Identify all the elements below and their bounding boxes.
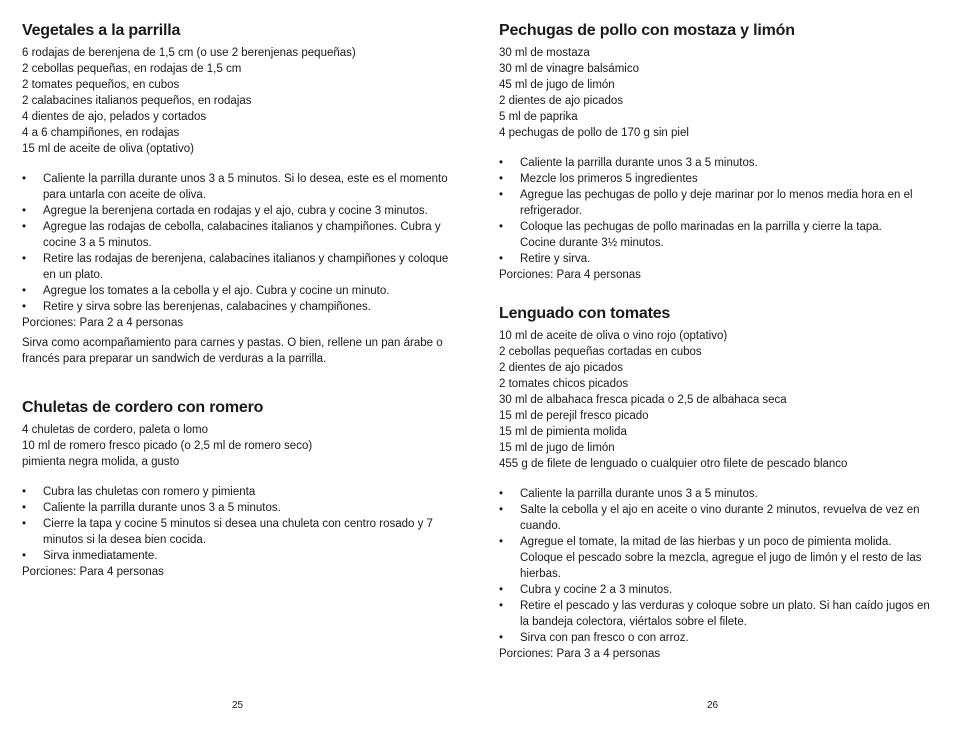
ingredient-item: 2 calabacines italianos pequeños, en rodajas [22, 95, 252, 107]
recipe-pechugas [499, 21, 939, 283]
recipe-lenguado [499, 304, 939, 662]
bullet: • [22, 550, 27, 562]
left-page [22, 0, 462, 738]
bullet: • [22, 486, 27, 498]
ingredient-item: 4 chuletas de cordero, paleta o lomo [22, 424, 209, 436]
step-item [22, 203, 452, 219]
step-item [22, 251, 452, 283]
portions-text: Porciones: Para 4 personas [22, 566, 164, 578]
step-text: Agregue el tomate, la mitad de las hierbas y un poco de pimienta molida. Coloque el pescado sobre la mezcla, agregue el jugo de limón y el resto de las hierbas. [520, 536, 922, 580]
step-item [499, 598, 934, 630]
ingredient-item: 5 ml de paprika [499, 111, 578, 123]
page-number: 26 [707, 700, 719, 711]
ingredient-list [22, 45, 462, 157]
bullet: • [22, 253, 27, 265]
bullet: • [22, 221, 27, 233]
step-text: Mezcle los primeros 5 ingredientes [520, 173, 698, 185]
bullet: • [499, 632, 504, 644]
step-item [22, 516, 452, 548]
step-list [499, 155, 914, 267]
ingredient-item: 4 dientes de ajo, pelados y cortados [22, 111, 207, 123]
ingredient-item: 30 ml de mostaza [499, 47, 590, 59]
step-text: Caliente la parrilla durante unos 3 a 5 minutos. [520, 488, 758, 500]
ingredient-item: 15 ml de jugo de limón [499, 442, 615, 454]
ingredient-list [22, 422, 462, 470]
ingredient-item: 455 g de filete de lenguado o cualquier otro filete de pescado blanco [499, 458, 848, 470]
ingredient-item: 2 cebollas pequeñas cortadas en cubos [499, 346, 702, 358]
step-text: Retire el pescado y las verduras y coloque sobre un plato. Si han caído jugos en la bandeja colectora, viértalos sobre el filete. [520, 600, 930, 628]
ingredient-item: 30 ml de albahaca fresca picada o 2,5 de albahaca seca [499, 394, 787, 406]
step-item [499, 630, 934, 646]
step-item [499, 534, 934, 582]
step-list [499, 486, 934, 646]
ingredient-item: 2 tomates chicos picados [499, 378, 629, 390]
step-item [22, 500, 452, 516]
ingredient-item: 30 ml de vinagre balsámico [499, 63, 639, 75]
step-text: Salte la cebolla y el ajo en aceite o vino durante 2 minutos, revuelva de vez en cuando. [520, 504, 920, 532]
step-text: Sirva inmediatamente. [43, 550, 158, 562]
bullet: • [499, 584, 504, 596]
step-text: Sirva con pan fresco o con arroz. [520, 632, 689, 644]
ingredient-item: 2 dientes de ajo picados [499, 362, 624, 374]
bullet: • [499, 504, 504, 516]
ingredient-item: 2 dientes de ajo picados [499, 95, 624, 107]
ingredient-item: 4 a 6 champiñones, en rodajas [22, 127, 180, 139]
step-item [499, 171, 914, 187]
ingredient-item: 2 tomates pequeños, en cubos [22, 79, 180, 91]
bullet: • [499, 488, 504, 500]
step-text: Cierre la tapa y cocine 5 minutos si desea una chuleta con centro rosado y 7 minutos si la desea bien cocida. [43, 518, 433, 546]
step-item [499, 155, 914, 171]
step-text: Agregue las pechugas de pollo y deje marinar por lo menos media hora en el refrigerador. [520, 189, 913, 217]
ingredient-item: 45 ml de jugo de limón [499, 79, 615, 91]
step-text: Caliente la parrilla durante unos 3 a 5 minutos. [43, 502, 281, 514]
serving-note: Sirva como acompañamiento para carnes y pastas. O bien, rellene un pan árabe o francés para preparar un sandwich de verduras a la parrilla. [22, 337, 443, 365]
bullet: • [22, 301, 27, 313]
ingredient-item: 4 pechugas de pollo de 170 g sin piel [499, 127, 689, 139]
bullet: • [499, 600, 504, 612]
step-text: Retire las rodajas de berenjena, calabacines italianos y champiñones y coloque en un plato. [43, 253, 449, 281]
step-list [22, 171, 452, 315]
ingredient-item: 15 ml de perejil fresco picado [499, 410, 649, 422]
step-item [499, 219, 914, 251]
ingredient-item: 2 cebollas pequeñas, en rodajas de 1,5 cm [22, 63, 242, 75]
step-text: Agregue los tomates a la cebolla y el ajo. Cubra y cocine un minuto. [43, 285, 390, 297]
ingredient-item: 6 rodajas de berenjena de 1,5 cm (o use 2 berenjenas pequeñas) [22, 47, 356, 59]
step-text: Coloque las pechugas de pollo marinadas en la parrilla y cierre la tapa. Cocine durante 3½ minutos. [520, 221, 882, 249]
recipe-title: Vegetales a la parrilla [22, 22, 181, 39]
recipe-title: Pechugas de pollo con mostaza y limón [499, 22, 795, 39]
step-item [22, 171, 452, 203]
bullet: • [499, 189, 504, 201]
ingredient-list [499, 45, 939, 141]
step-item [499, 486, 934, 502]
bullet: • [499, 173, 504, 185]
ingredient-list [499, 328, 939, 472]
ingredient-item: 15 ml de pimienta molida [499, 426, 627, 438]
step-text: Retire y sirva sobre las berenjenas, calabacines y champiñones. [43, 301, 371, 313]
bullet: • [22, 285, 27, 297]
ingredient-item: 10 ml de aceite de oliva o vino rojo (optativo) [499, 330, 728, 342]
step-item [22, 548, 452, 564]
recipe-vegetales [22, 21, 462, 367]
step-text: Agregue las rodajas de cebolla, calabacines italianos y champiñones. Cubra y cocine 3 a 5 minutos. [43, 221, 441, 249]
ingredient-item: 15 ml de aceite de oliva (optativo) [22, 143, 194, 155]
step-item [22, 299, 452, 315]
step-item [499, 187, 914, 219]
portions-text: Porciones: Para 4 personas [499, 269, 641, 281]
bullet: • [499, 253, 504, 265]
step-item [22, 219, 452, 251]
bullet: • [22, 518, 27, 530]
recipe-title: Chuletas de cordero con romero [22, 399, 264, 416]
step-text: Retire y sirva. [520, 253, 591, 265]
step-item [499, 502, 934, 534]
recipe-chuletas [22, 398, 462, 580]
step-item [499, 582, 934, 598]
page-number: 25 [232, 700, 244, 711]
step-text: Caliente la parrilla durante unos 3 a 5 minutos. Si lo desea, este es el momento para untarla con aceite de oliva. [43, 173, 448, 201]
right-page [499, 0, 939, 738]
bullet: • [22, 173, 27, 185]
ingredient-item: pimienta negra molida, a gusto [22, 456, 180, 468]
bullet: • [499, 536, 504, 548]
step-text: Agregue la berenjena cortada en rodajas y el ajo, cubra y cocine 3 minutos. [43, 205, 428, 217]
step-text: Cubra y cocine 2 a 3 minutos. [520, 584, 673, 596]
step-text: Cubra las chuletas con romero y pimienta [43, 486, 256, 498]
portions-text: Porciones: Para 3 a 4 personas [499, 648, 661, 660]
bullet: • [499, 221, 504, 233]
bullet: • [22, 205, 27, 217]
step-item [22, 484, 452, 500]
step-item [499, 251, 914, 267]
bullet: • [22, 502, 27, 514]
step-list [22, 484, 452, 564]
ingredient-item: 10 ml de romero fresco picado (o 2,5 ml de romero seco) [22, 440, 313, 452]
recipe-title: Lenguado con tomates [499, 305, 671, 322]
step-text: Caliente la parrilla durante unos 3 a 5 minutos. [520, 157, 758, 169]
portions-text: Porciones: Para 2 a 4 personas [22, 317, 184, 329]
step-item [22, 283, 452, 299]
bullet: • [499, 157, 504, 169]
